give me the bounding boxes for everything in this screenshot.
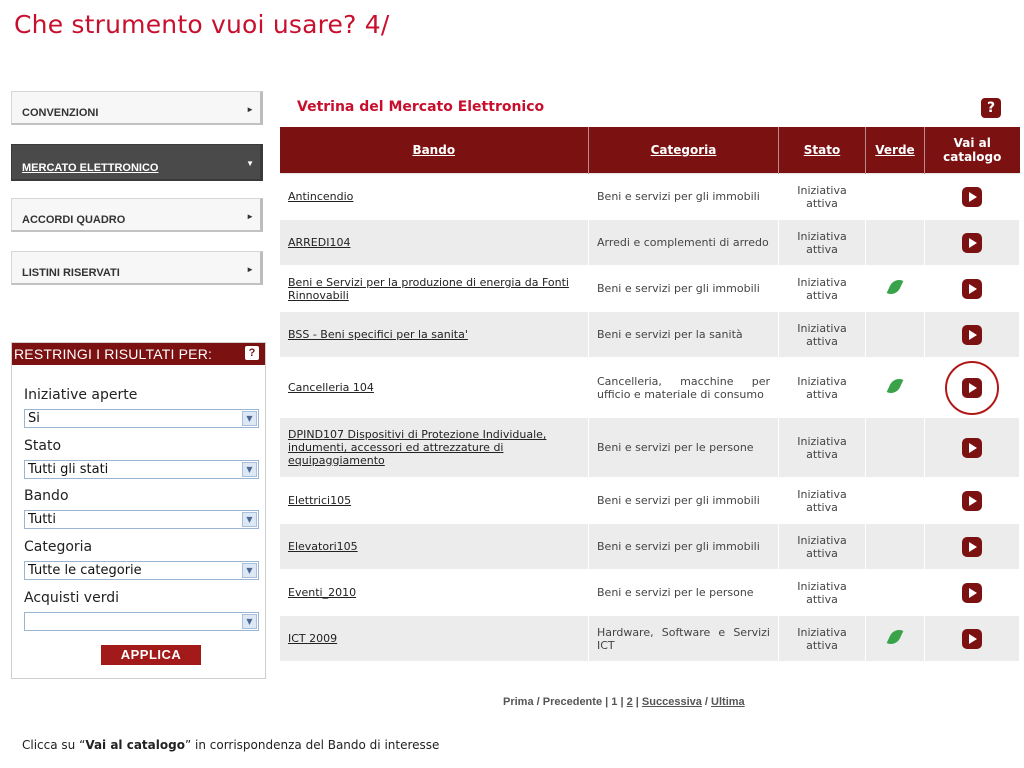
table-row xyxy=(280,418,1020,478)
help-icon[interactable]: ? xyxy=(981,98,1001,118)
pagination-page-current: 1 xyxy=(611,696,618,708)
stato-cell xyxy=(779,524,866,570)
bando-cell xyxy=(280,266,589,312)
vai-al-catalogo-button[interactable] xyxy=(962,537,982,557)
leaf-icon xyxy=(887,376,904,397)
vai-al-catalogo-cell xyxy=(925,616,1020,662)
stato-text: Iniziativa xyxy=(797,275,847,289)
bandi-table xyxy=(279,127,1020,662)
verde-cell xyxy=(866,616,925,662)
column-header-stato[interactable]: Stato xyxy=(779,127,866,174)
stato-text: Iniziativa xyxy=(797,321,847,335)
table-row xyxy=(280,312,1020,358)
stato-text: Iniziativa xyxy=(797,487,847,501)
stato-text: Iniziativa xyxy=(797,183,847,197)
vai-al-catalogo-button[interactable] xyxy=(962,325,982,345)
vai-al-catalogo-button[interactable] xyxy=(962,438,982,458)
leaf-icon xyxy=(887,277,904,298)
stato-cell xyxy=(779,266,866,312)
select-value: Tutti xyxy=(28,512,57,527)
verde-cell xyxy=(866,524,925,570)
vai-al-catalogo-cell xyxy=(925,570,1020,616)
stato-text: attiva xyxy=(806,592,838,606)
chevron-down-icon[interactable]: ▼ xyxy=(242,462,257,477)
table-row xyxy=(280,524,1020,570)
vai-al-catalogo-cell xyxy=(925,312,1020,358)
bando-link[interactable]: Antincendio xyxy=(288,190,354,203)
arrow-right-icon: ► xyxy=(246,105,254,114)
stato-text: Iniziativa xyxy=(797,579,847,593)
arrow-down-icon: ▼ xyxy=(246,159,254,168)
nav-item-label: CONVENZIONI xyxy=(22,107,99,119)
verde-cell xyxy=(866,418,925,478)
bando-link[interactable]: Beni e Servizi per la produzione di energia da Fonti Rinnovabili xyxy=(288,275,569,302)
nav-item-label: LISTINI RISERVATI xyxy=(22,267,120,279)
nav-item-mercato-elettronico[interactable] xyxy=(11,144,263,181)
bando-link[interactable]: Eventi_2010 xyxy=(288,586,357,599)
table-row xyxy=(280,266,1020,312)
vai-al-catalogo-button[interactable] xyxy=(962,279,982,299)
bando-cell xyxy=(280,312,589,358)
nav-item-accordi-quadro[interactable] xyxy=(11,198,263,232)
stato-text: Iniziativa xyxy=(797,434,847,448)
stato-text: attiva xyxy=(806,288,838,302)
chevron-down-icon[interactable]: ▼ xyxy=(242,411,257,426)
stato-text: Iniziativa xyxy=(797,229,847,243)
vai-al-catalogo-button[interactable] xyxy=(962,233,982,253)
acquisti-verdi-select[interactable] xyxy=(24,612,259,631)
bando-cell xyxy=(280,524,589,570)
stato-cell xyxy=(779,418,866,478)
table-row xyxy=(280,570,1020,616)
bando-link[interactable]: DPIND107 Dispositivi di Protezione Individuale, indumenti, accessori ed attrezzature di equipaggiamento xyxy=(288,428,547,467)
stato-cell xyxy=(779,174,866,220)
bando-cell xyxy=(280,478,589,524)
pagination-first[interactable]: Prima xyxy=(503,696,534,708)
verde-cell xyxy=(866,220,925,266)
pagination-next[interactable]: Successiva xyxy=(641,696,702,708)
vai-al-catalogo-cell xyxy=(925,266,1020,312)
stato-text: Iniziativa xyxy=(797,533,847,547)
vai-al-catalogo-cell xyxy=(925,418,1020,478)
column-header-verde[interactable]: Verde xyxy=(866,127,925,174)
leaf-icon xyxy=(887,627,904,648)
categoria-cell: Cancelleria, macchine per ufficio e materiale di consumo xyxy=(589,358,779,418)
bando-cell xyxy=(280,570,589,616)
categoria-cell: Arredi e complementi di arredo xyxy=(589,220,779,266)
table-header-row xyxy=(280,127,1020,174)
instruction-note: Clicca su “Vai al catalogo” in corrispondenza del Bando di interesse xyxy=(22,738,440,752)
pagination: Prima / Precedente | 1 | 2 | Successiva / Ultima xyxy=(503,696,745,708)
bando-link[interactable]: Elettrici105 xyxy=(288,494,352,507)
bando-select[interactable] xyxy=(24,510,259,529)
bando-cell xyxy=(280,418,589,478)
stato-text: attiva xyxy=(806,196,838,210)
section-title: Vetrina del Mercato Elettronico xyxy=(297,99,545,115)
vai-al-catalogo-cell xyxy=(925,358,1020,418)
nav-item-label: ACCORDI QUADRO xyxy=(22,214,126,226)
pagination-last[interactable]: Ultima xyxy=(711,696,745,708)
categoria-cell: Beni e servizi per gli immobili xyxy=(589,524,779,570)
table-row xyxy=(280,358,1020,418)
column-header-categoria[interactable]: Categoria xyxy=(589,127,779,174)
select-value: Tutte le categorie xyxy=(28,563,142,578)
chevron-down-icon[interactable]: ▼ xyxy=(242,614,257,629)
column-header-bando[interactable]: Bando xyxy=(280,127,589,174)
categoria-cell: Beni e servizi per la sanità xyxy=(589,312,779,358)
arrow-right-icon: ► xyxy=(246,212,254,221)
bando-link[interactable]: BSS - Beni specifici per la sanita' xyxy=(288,328,468,341)
acquisti-verdi-label: Acquisti verdi xyxy=(24,590,119,606)
categoria-label: Categoria xyxy=(24,539,93,555)
categoria-cell: Beni e servizi per gli immobili xyxy=(589,174,779,220)
stato-text: Iniziativa xyxy=(797,374,847,388)
vai-al-catalogo-button[interactable] xyxy=(962,187,982,207)
stato-text: attiva xyxy=(806,638,838,652)
stato-cell xyxy=(779,358,866,418)
column-header-vai-al-catalogo: Vai al catalogo xyxy=(925,127,1020,174)
categoria-select[interactable] xyxy=(24,561,259,580)
bando-link[interactable]: ARREDI104 xyxy=(288,236,351,249)
iniziative-aperte-select[interactable] xyxy=(24,409,259,428)
stato-text: attiva xyxy=(806,334,838,348)
vai-al-catalogo-cell xyxy=(925,478,1020,524)
stato-label: Stato xyxy=(24,438,62,454)
nav-item-label: MERCATO ELETTRONICO xyxy=(22,162,159,174)
page-title: Che strumento vuoi usare? 4/ xyxy=(14,10,390,39)
bando-link[interactable]: ICT 2009 xyxy=(288,632,338,645)
categoria-cell: Beni e servizi per le persone xyxy=(589,418,779,478)
chevron-down-icon[interactable]: ▼ xyxy=(242,563,257,578)
verde-cell xyxy=(866,174,925,220)
stato-select[interactable] xyxy=(24,460,259,479)
vai-al-catalogo-button[interactable] xyxy=(962,629,982,649)
select-value: Si xyxy=(28,411,40,426)
verde-cell xyxy=(866,312,925,358)
bando-label: Bando xyxy=(24,488,69,504)
nav-item-convenzioni[interactable] xyxy=(11,91,263,125)
pagination-page-link[interactable]: 2 xyxy=(626,696,633,708)
categoria-cell: Beni e servizi per gli immobili xyxy=(589,478,779,524)
filter-header-title: RESTRINGI I RISULTATI PER: xyxy=(14,346,213,362)
stato-text: attiva xyxy=(806,242,838,256)
stato-text: attiva xyxy=(806,546,838,560)
verde-cell xyxy=(866,570,925,616)
vai-al-catalogo-button[interactable] xyxy=(962,583,982,603)
bando-cell xyxy=(280,358,589,418)
stato-cell xyxy=(779,478,866,524)
arrow-right-icon: ► xyxy=(246,265,254,274)
bando-link[interactable]: Cancelleria 104 xyxy=(288,381,374,394)
vai-al-catalogo-button[interactable] xyxy=(962,491,982,511)
iniziative-aperte-label: Iniziative aperte xyxy=(24,387,138,403)
stato-text: attiva xyxy=(806,447,838,461)
stato-cell xyxy=(779,312,866,358)
table-row xyxy=(280,616,1020,662)
stato-text: attiva xyxy=(806,387,838,401)
bando-cell xyxy=(280,616,589,662)
table-row xyxy=(280,174,1020,220)
apply-button[interactable]: APPLICA xyxy=(101,645,201,665)
stato-cell xyxy=(779,616,866,662)
bando-cell xyxy=(280,174,589,220)
vai-al-catalogo-cell xyxy=(925,524,1020,570)
table-row xyxy=(280,478,1020,524)
stato-cell xyxy=(779,220,866,266)
filter-panel xyxy=(11,342,266,679)
bando-cell xyxy=(280,220,589,266)
vai-al-catalogo-cell xyxy=(925,174,1020,220)
filter-header xyxy=(12,343,265,365)
stato-text: Iniziativa xyxy=(797,625,847,639)
categoria-cell: Beni e servizi per gli immobili xyxy=(589,266,779,312)
verde-cell xyxy=(866,358,925,418)
table-row xyxy=(280,220,1020,266)
select-value: Tutti gli stati xyxy=(28,462,109,477)
stato-text: attiva xyxy=(806,500,838,514)
verde-cell xyxy=(866,478,925,524)
categoria-cell: Beni e servizi per le persone xyxy=(589,570,779,616)
highlight-circle xyxy=(945,361,999,415)
chevron-down-icon[interactable]: ▼ xyxy=(242,512,257,527)
verde-cell xyxy=(866,266,925,312)
bando-link[interactable]: Elevatori105 xyxy=(288,540,358,553)
stato-cell xyxy=(779,570,866,616)
vai-al-catalogo-cell xyxy=(925,220,1020,266)
pagination-previous[interactable]: Precedente xyxy=(542,696,603,708)
nav-item-listini-riservati[interactable] xyxy=(11,251,263,285)
help-icon[interactable]: ? xyxy=(245,346,259,360)
categoria-cell: Hardware, Software e Servizi ICT xyxy=(589,616,779,662)
